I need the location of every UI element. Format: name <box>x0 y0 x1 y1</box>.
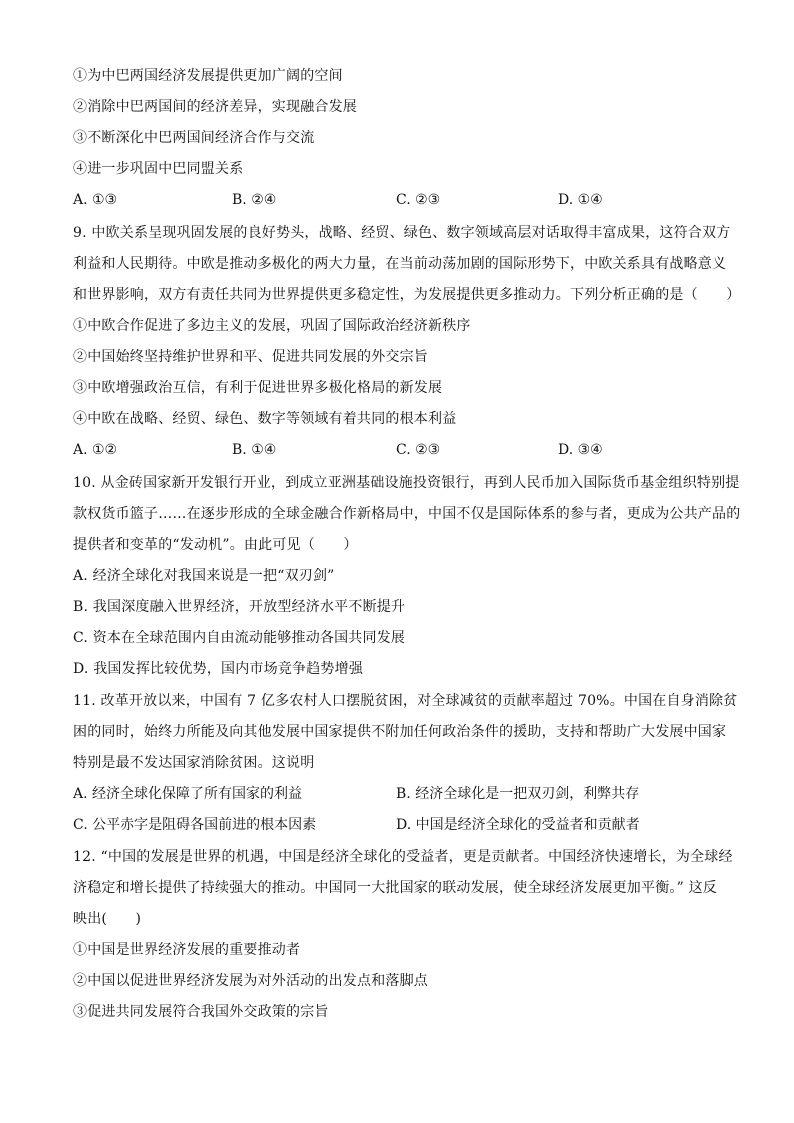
q8-option-a: A. ①③ <box>73 192 118 208</box>
q8-statement-4: ④进一步巩固中巴同盟关系 <box>73 161 244 177</box>
q10-option-b: B. 我国深度融入世界经济，开放型经济水平不断提升 <box>73 599 406 615</box>
q8-option-d: D. ①④ <box>558 192 603 208</box>
q9-statement-2: ②中国始终坚持维护世界和平、促进共同发展的外交宗旨 <box>73 349 428 365</box>
q9-statement-1: ①中欧合作促进了多边主义的发展，巩固了国际政治经济新秩序 <box>73 318 471 334</box>
q9-option-b: B. ①④ <box>232 442 277 458</box>
q9-stem-line-2: 利益和人民期待。中欧是推动多极化的两大力量，在当前动荡加剧的国际形势下，中欧关系具有战略意义 <box>73 256 727 272</box>
q8-option-c: C. ②③ <box>396 192 441 208</box>
q9-statement-4: ④中欧在战略、经贸、绿色、数字等领域有着共同的根本利益 <box>73 411 457 427</box>
q8-option-b: B. ②④ <box>232 192 277 208</box>
q12-statement-2: ②中国以促进世界经济发展为对外活动的出发点和落脚点 <box>73 973 428 989</box>
q10-option-c: C. 资本在全球范围内自由流动能够推动各国共同发展 <box>73 630 406 646</box>
q12-statement-3: ③促进共同发展符合我国外交政策的宗旨 <box>73 1004 329 1020</box>
q10-stem-line-1: 10. 从金砖国家新开发银行开业，到成立亚洲基础设施投资银行，再到人民币加入国际货币基金组织特别提 <box>73 475 740 491</box>
q8-statement-1: ①为中巴两国经济发展提供更加广阔的空间 <box>73 68 343 84</box>
q12-stem-line-1: 12. “中国的发展是世界的机遇，中国是经济全球化的受益者，更是贡献者。中国经济快速增长，为全球经 <box>73 849 733 865</box>
q11-option-d: D. 中国是经济全球化的受益者和贡献者 <box>396 817 640 833</box>
q9-option-a: A. ①② <box>73 442 118 458</box>
q11-option-b: B. 经济全球化是一把双刃剑，利弊共存 <box>396 786 640 802</box>
q11-option-c: C. 公平赤字是阻碍各国前进的根本因素 <box>73 817 317 833</box>
q10-stem-line-3: 提供者和变革的“发动机”。由此可见（ ） <box>73 537 358 553</box>
q9-option-d: D. ③④ <box>558 442 603 458</box>
q9-stem-line-1: 9. 中欧关系呈现巩固发展的良好势头，战略、经贸、绿色、数字领域高层对话取得丰富成果，这符合双方 <box>73 225 731 241</box>
q12-statement-1: ①中国是世界经济发展的重要推动者 <box>73 942 301 958</box>
q11-stem-line-3: 特别是最不发达国家消除贫困。这说明 <box>73 755 315 771</box>
q11-option-a: A. 经济全球化保障了所有国家的利益 <box>73 786 303 802</box>
q10-option-d: D. 我国发挥比较优势，国内市场竞争趋势增强 <box>73 661 364 677</box>
q12-stem-line-3: 映出( ) <box>73 911 142 927</box>
q10-option-a: A. 经济全球化对我国来说是一把“双刃剑” <box>73 568 335 584</box>
q11-stem-line-1: 11. 改革开放以来，中国有 7 亿多农村人口摆脱贫困，对全球减贫的贡献率超过 70%。中国在自身消除贫 <box>73 693 738 709</box>
q9-option-c: C. ②③ <box>396 442 441 458</box>
q9-stem-line-3: 和世界影响，双方有责任共同为世界提供更多稳定性，为发展提供更多推动力。下列分析正确的是（ ） <box>73 287 741 303</box>
q9-statement-3: ③中欧增强政治互信，有利于促进世界多极化格局的新发展 <box>73 380 443 396</box>
q11-stem-line-2: 困的同时，始终力所能及向其他发展中国家提供不附加任何政治条件的援助，支持和帮助广大发展中国家 <box>73 724 727 740</box>
q12-stem-line-2: 济稳定和增长提供了持续强大的推动。中国同一大批国家的联动发展，使全球经济发展更加平衡。” 这反 <box>73 880 718 896</box>
q8-statement-2: ②消除中巴两国间的经济差异，实现融合发展 <box>73 99 357 115</box>
q10-stem-line-2: 款权货币篮子……在逐步形成的全球金融合作新格局中，中国不仅是国际体系的参与者，更成为公共产品的 <box>73 506 741 522</box>
q8-statement-3: ③不断深化中巴两国间经济合作与交流 <box>73 130 315 146</box>
